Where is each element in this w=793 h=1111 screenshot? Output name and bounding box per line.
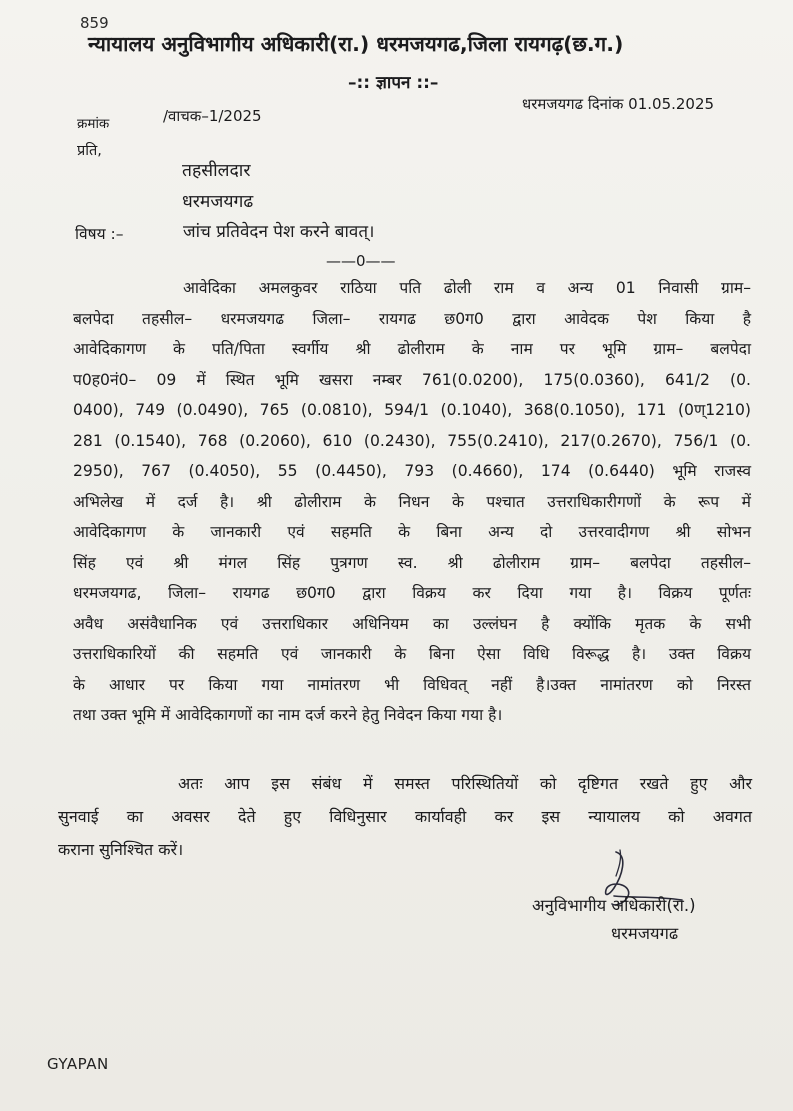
paragraph-line: 281 (0.1540), 768 (0.2060), 610 (0.2430), 755(0.2410), 217(0.2670), 756/1 (0.	[73, 431, 751, 450]
section-divider: ——0——	[326, 252, 396, 270]
memo-subtitle: –:: ज्ञापन ::–	[348, 73, 439, 93]
paragraph-line: 2950), 767 (0.4050), 55 (0.4450), 793 (0.4660), 174 (0.6440) भूमि राजस्व	[73, 462, 751, 480]
paragraph-line: अवैध असंवैधानिक एवं उत्तराधिकार अधिनियम का उल्लंघन है क्योंकि मृतक के सभी	[73, 614, 751, 633]
paragraph-line: आवेदिका अमलकुवर राठिया पति ढोली राम व अन्य 01 निवासी ग्राम–	[183, 279, 751, 297]
recipient-designation: तहसीलदार	[182, 161, 251, 181]
footer-label: GYAPAN	[47, 1055, 109, 1073]
memo-date: धरमजयगढ दिनांक 01.05.2025	[522, 95, 715, 113]
reference-label: क्रमांक	[77, 116, 110, 132]
page-number: 859	[80, 14, 109, 32]
court-title: न्यायालय अनुविभागीय अधिकारी(रा.) धरमजयगढ,जिला रायगढ़(छ.ग.)	[88, 32, 624, 56]
body-paragraph-1	[73, 273, 751, 731]
paragraph-line: प0ह0नं0– 09 में स्थित भूमि खसरा नम्बर 761(0.0200), 175(0.0360), 641/2 (0.	[73, 370, 751, 389]
paragraph-line: तथा उक्त भूमि में आवेदिकागणों का नाम दर्ज करने हेतु निवेदन किया गया है।	[73, 706, 503, 724]
paragraph-line: सिंह एवं श्री मंगल सिंह पुत्रगण स्व. श्री ढोलीराम ग्राम– बलपेदा तहसील–	[73, 553, 751, 572]
paragraph-line: अभिलेख में दर्ज है। श्री ढोलीराम के निधन के पश्चात उत्तराधिकारीगणों के रूप में	[73, 492, 751, 511]
paragraph-line: उत्तराधिकारियों की सहमति एवं जानकारी के बिना ऐसा विधि विरूद्ध है। उक्त विक्रय	[73, 645, 751, 663]
signatory-designation: अनुविभागीय अधिकारी(रा.)	[532, 896, 696, 915]
paragraph-line: बलपेदा तहसील– धरमजयगढ जिला– रायगढ छ0ग0 द्वारा आवेदक पेश किया है	[73, 309, 751, 328]
to-label: प्रति,	[77, 143, 102, 159]
paragraph-line: आवेदिकागण के जानकारी एवं सहमति के बिना अन्य दो उत्तरवादीगण श्री सोभन	[73, 523, 751, 541]
reference-number: /वाचक–1/2025	[163, 107, 262, 125]
paragraph-line: कराना सुनिश्चित करें।	[58, 840, 184, 859]
recipient-place: धरमजयगढ	[182, 192, 254, 212]
subject-text: जांच प्रतिवेदन पेश करने बावत्।	[183, 222, 375, 242]
paragraph-line: के आधार पर किया गया नामांतरण भी विधिवत् नहीं है।उक्त नामांतरण को निरस्त	[73, 675, 751, 694]
paragraph-line: धरमजयगढ, जिला– रायगढ छ0ग0 द्वारा विक्रय कर दिया गया है। विक्रय पूर्णतः	[73, 584, 751, 602]
paragraph-line: आवेदिकागण के पति/पिता स्वर्गीय श्री ढोलीराम के नाम पर भूमि ग्राम– बलपेदा	[73, 340, 751, 358]
paragraph-line: अतः आप इस संबंध में समस्त परिस्थितियों को दृष्टिगत रखते हुए और	[178, 774, 752, 793]
signatory-place: धरमजयगढ	[611, 924, 679, 943]
paragraph-line: सुनवाई का अवसर देते हुए विधिनुसार कार्यावही कर इस न्यायालय को अवगत	[58, 807, 752, 826]
paragraph-line: 0400), 749 (0.0490), 765 (0.0810), 594/1 (0.1040), 368(0.1050), 171 (0ण्1210)	[73, 401, 751, 419]
subject-label: विषय :–	[75, 225, 124, 243]
